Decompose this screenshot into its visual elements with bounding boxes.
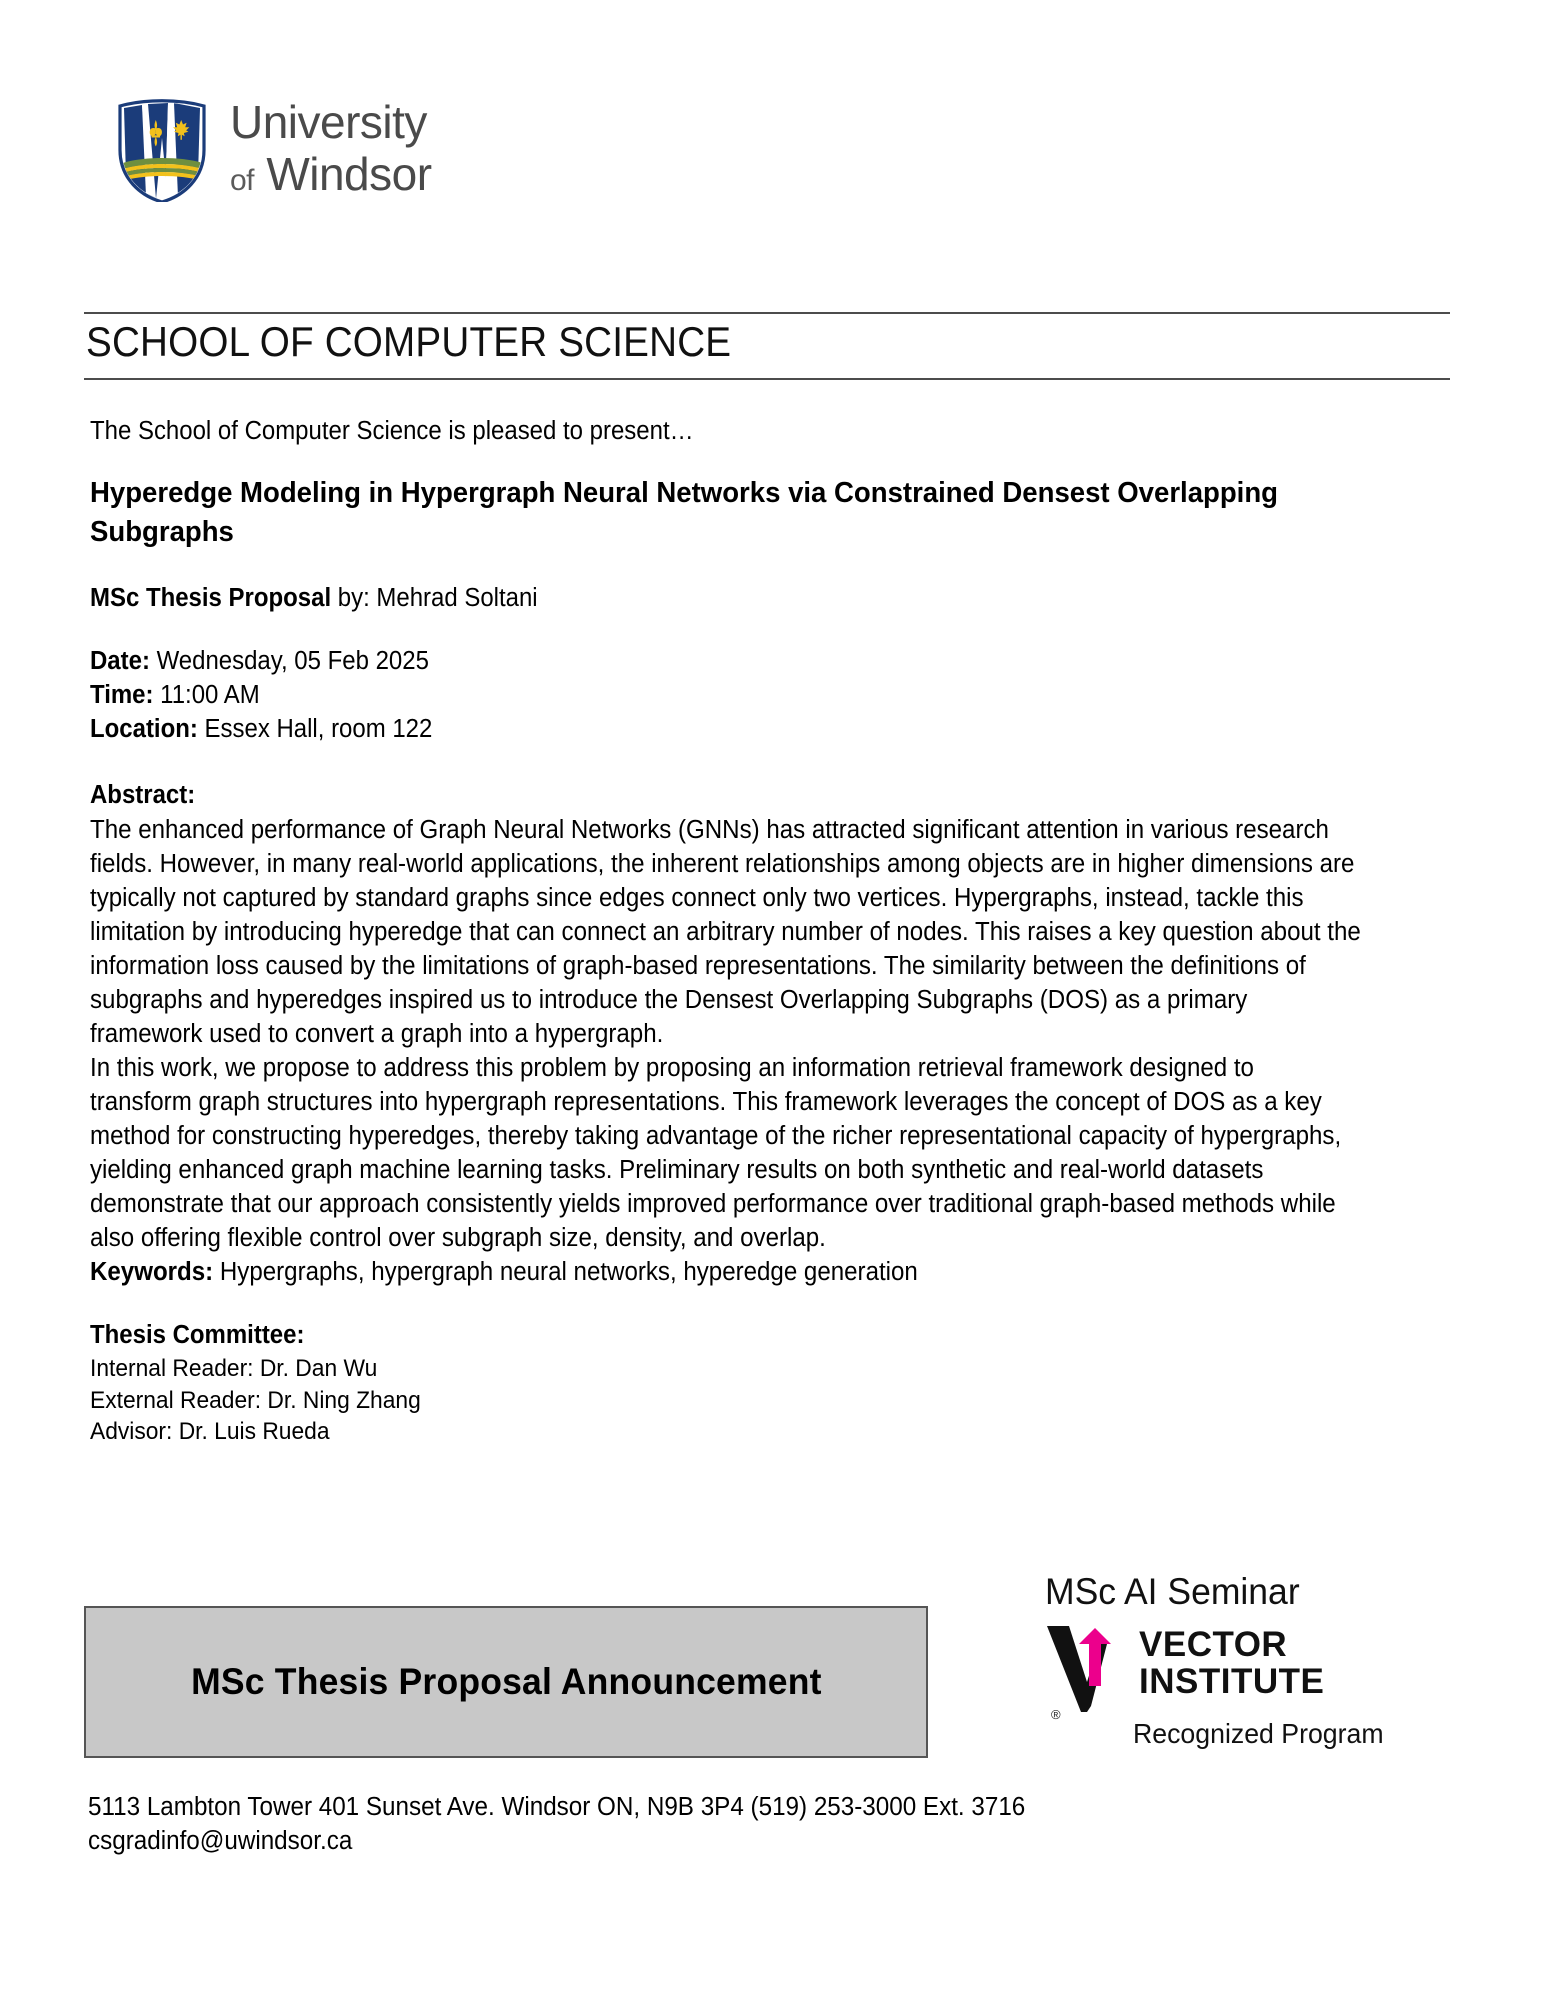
footer-contact	[88, 1790, 1025, 1858]
committee-list	[90, 1353, 1384, 1448]
page-title: SCHOOL OF COMPUTER SCIENCE	[86, 318, 732, 365]
abstract-text	[90, 813, 1361, 1255]
committee-section	[90, 1319, 1452, 1448]
announcement-text: MSc Thesis Proposal Announcement	[190, 1661, 822, 1702]
vector-v-arrow-icon	[1043, 1620, 1129, 1722]
date-value: Wednesday, 05 Feb 2025	[149, 647, 429, 675]
presenter-line	[90, 582, 1370, 615]
date-label: Date:	[90, 647, 150, 675]
keywords-label: Keywords:	[90, 1258, 214, 1287]
university-wordmark	[230, 96, 432, 201]
event-time	[90, 679, 1370, 713]
university-logo	[116, 98, 432, 202]
presenter-name: by: Mehrad Soltani	[331, 583, 538, 612]
recognized-program-label: Recognized Program	[1133, 1717, 1384, 1749]
event-date	[90, 645, 1370, 679]
presenter-label: MSc Thesis Proposal	[90, 583, 332, 612]
wordmark-university: University	[230, 96, 427, 148]
committee-member: Internal Reader: Dr. Dan Wu	[90, 1354, 378, 1382]
vector-institute-block	[1035, 1572, 1455, 1750]
vector-wordmark	[1139, 1626, 1324, 1700]
intro-line: The School of Computer Science is pleased to present…	[90, 417, 694, 445]
registered-trademark-icon: ®	[1051, 1706, 1061, 1722]
committee-member: Advisor: Dr. Luis Rueda	[90, 1418, 330, 1446]
location-label: Location:	[90, 714, 198, 743]
wordmark-of: of	[230, 164, 255, 197]
vector-logo	[1043, 1620, 1455, 1722]
keywords-line	[90, 1255, 1377, 1289]
divider-bottom	[84, 378, 1450, 380]
announcement-banner	[84, 1606, 928, 1758]
footer-address: 5113 Lambton Tower 401 Sunset Ave. Windsor ON, N9B 3P4 (519) 253-3000 Ext. 3716	[88, 1793, 1026, 1821]
vector-word-institute: INSTITUTE	[1139, 1662, 1325, 1702]
keywords-value: Hypergraphs, hypergraph neural networks, hyperedge generation	[213, 1258, 918, 1287]
shield-icon	[116, 98, 208, 202]
footer-email[interactable]: csgradinfo@uwindsor.ca	[88, 1827, 353, 1856]
vector-word-vector: VECTOR	[1139, 1624, 1288, 1664]
divider-top	[84, 312, 1450, 314]
time-label: Time:	[90, 680, 154, 709]
time-value: 11:00 AM	[153, 680, 260, 709]
main-content	[90, 415, 1452, 1448]
abstract-heading: Abstract:	[90, 780, 196, 809]
committee-member: External Reader: Dr. Ning Zhang	[90, 1386, 421, 1414]
event-details	[90, 645, 1370, 747]
committee-heading: Thesis Committee:	[90, 1321, 305, 1350]
location-value: Essex Hall, room 122	[197, 714, 433, 743]
event-location	[90, 713, 1370, 747]
wordmark-windsor: of Windsor	[230, 148, 432, 200]
abstract-paragraph-2: In this work, we propose to address this problem by proposing an information retrieval framework designed to transform graph structures into hypergraph representations. This framework leverages the concept of DOS as a key method for constructing hyperedges, thereby taking advantage of the richer representational capacity of hypergraphs, yielding enhanced graph machine learning tasks. Preliminary results on both synthetic and real-world datasets demonstrate that our approach consistently yields improved performance over traditional graph-based methods while also offering flexible control over subgraph size, density, and overlap.	[90, 1053, 1342, 1252]
msc-ai-seminar-title: MSc AI Seminar	[1045, 1571, 1300, 1612]
abstract-paragraph-1: The enhanced performance of Graph Neural Networks (GNNs) has attracted significant attention in various research fields. However, in many real-world applications, the inherent relationships among objects are in higher dimensions are typically not captured by standard graphs since edges connect only two vertices. Hypergraphs, instead, tackle this limitation by introducing hyperedge that can connect an arbitrary number of nodes. This raises a key question about the information loss caused by the limitations of graph-based representations. The similarity between the definitions of subgraphs and hyperedges inspired us to introduce the Densest Overlapping Subgraphs (DOS) as a primary framework used to convert a graph into a hypergraph.	[90, 815, 1361, 1048]
talk-title: Hyperedge Modeling in Hypergraph Neural Networks via Constrained Densest Overlapping Subgraphs	[90, 477, 1278, 548]
